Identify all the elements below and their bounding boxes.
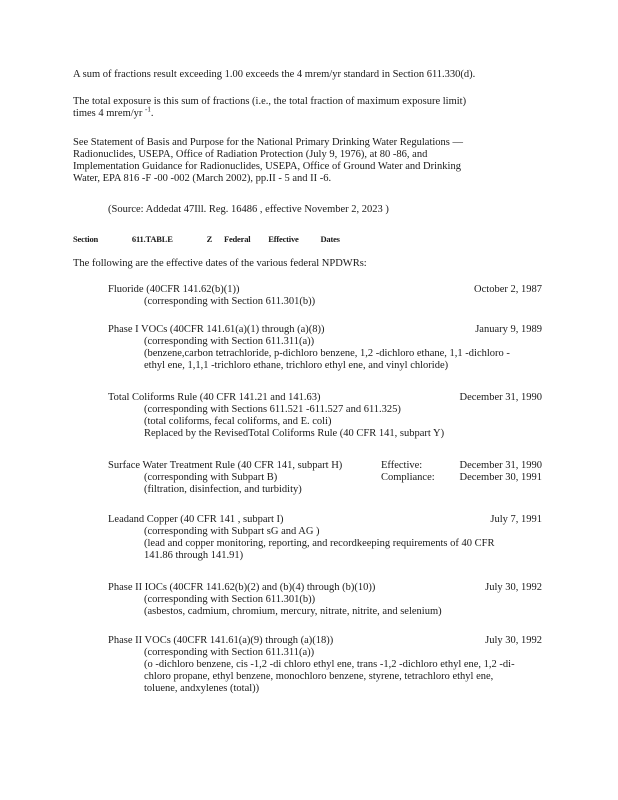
rule-title: Phase I VOCs (40CFR 141.61(a)(1) through (a)(8)) <box>108 324 325 335</box>
rule-date: July 30, 1992 <box>485 635 542 646</box>
rule-entry-phase-1-vocs <box>108 324 542 372</box>
rule-detail-line: (benzene,carbon tetrachloride, p-dichloro benzene, 1,2 -dichloro ethane, 1,1 -dichloro - <box>144 348 510 359</box>
rule-entry-phase-2-iocs <box>108 582 542 618</box>
paragraph-line: The total exposure is this sum of fractions (i.e., the total fraction of maximum exposure limit) <box>73 96 467 107</box>
rule-detail-line: (filtration, disinfection, and turbidity) <box>144 484 302 495</box>
paragraph-line: See Statement of Basis and Purpose for the National Primary Drinking Water Regulations — <box>73 137 464 148</box>
rule-title: Phase II VOCs (40CFR 141.61(a)(9) through (a)(18)) <box>108 635 334 646</box>
rule-detail-line: (corresponding with Subpart sG and AG ) <box>144 526 320 537</box>
paragraph-text: A sum of fractions result exceeding 1.00 exceeds the 4 mrem/yr standard in Section 611.330(d). <box>73 69 476 80</box>
rule-detail-line: (corresponding with Subpart B) <box>144 472 278 483</box>
rule-date: July 7, 1991 <box>490 514 542 525</box>
punctuation: . <box>150 108 154 119</box>
paragraph-line: Water, EPA 816 -F -00 -002 (March 2002), pp.II - 5 and II -6. <box>73 173 332 184</box>
rule-date: December 31, 1990 <box>459 460 542 471</box>
section-number: 611.TABLE <box>131 234 173 244</box>
rule-detail-line: (lead and copper monitoring, reporting, and recordkeeping requirements of 40 CFR <box>144 538 495 549</box>
paragraph-line: Implementation Guidance for Radionuclides, USEPA, Office of Ground Water and Drinking <box>73 161 461 172</box>
rule-detail-line: chloro propane, ethyl benzene, monochloro benzene, styrene, tetrachloro ethyl ene, <box>144 671 494 682</box>
rule-detail-line: (corresponding with Sections 611.521 -611.527 and 611.325) <box>144 404 401 415</box>
rule-title: Fluoride (40CFR 141.62(b)(1)) <box>108 284 240 295</box>
section-letter: Z <box>206 234 213 244</box>
rule-detail-line: (o -dichloro benzene, cis -1,2 -di chloro ethyl ene, trans -1,2 -dichloro ethyl ene, 1,2 -di- <box>144 659 515 670</box>
rule-detail-line: (corresponding with Section 611.301(b)) <box>144 594 316 605</box>
rule-detail-line: Replaced by the RevisedTotal Coliforms Rule (40 CFR 141, subpart Y) <box>144 428 445 439</box>
rule-entry-fluoride <box>108 284 542 308</box>
rule-entry-surface-water-treatment <box>108 460 542 496</box>
rule-detail-line: (corresponding with Section 611.311(a)) <box>144 647 315 658</box>
section-word-federal: Federal <box>223 234 251 244</box>
rule-entry-lead-and-copper <box>108 514 542 562</box>
section-word-dates: Dates <box>320 234 340 244</box>
rule-detail-line: 141.86 through 141.91) <box>144 550 244 561</box>
rule-date: December 31, 1990 <box>459 392 542 403</box>
rule-title: Total Coliforms Rule (40 CFR 141.21 and 141.63) <box>108 392 321 403</box>
section-label: Section <box>73 234 99 244</box>
rule-title: Leadand Copper (40 CFR 141 , subpart I) <box>108 514 284 525</box>
paragraph-statement-of-basis <box>73 137 543 185</box>
rule-date: October 2, 1987 <box>474 284 542 295</box>
rule-title: Phase II IOCs (40CFR 141.62(b)(2) and (b)(4) through (b)(10)) <box>108 582 376 593</box>
section-heading <box>73 233 340 245</box>
paragraph-total-exposure <box>73 96 543 120</box>
section-word-effective: Effective <box>268 234 299 244</box>
rule-date: July 30, 1992 <box>485 582 542 593</box>
rule-detail-line: toluene, andxylenes (total)) <box>144 683 260 694</box>
paragraph-line: times 4 mrem/yr <box>73 108 143 119</box>
rule-entry-total-coliforms <box>108 392 542 440</box>
paragraph-sum-of-fractions <box>73 69 543 81</box>
rule-date: January 9, 1989 <box>475 324 542 335</box>
rule-entry-phase-2-vocs <box>108 635 542 695</box>
paragraph-line: Radionuclides, USEPA, Office of Radiation Protection (July 9, 1976), at 80 -86, and <box>73 149 428 160</box>
rule-detail-line: ethyl ene, 1,1,1 -trichloro ethane, trichloro ethyl ene, and vinyl chloride) <box>144 360 449 371</box>
rule-detail-line: (total coliforms, fecal coliforms, and E. coli) <box>144 416 332 427</box>
rule-detail-line: (corresponding with Section 611.311(a)) <box>144 336 315 347</box>
intro-text: The following are the effective dates of the various federal NPDWRs: <box>73 258 367 269</box>
rule-title: Surface Water Treatment Rule (40 CFR 141, subpart H) <box>108 460 343 471</box>
effective-label: Effective: <box>381 460 423 471</box>
rule-detail-line: (asbestos, cadmium, chromium, mercury, nitrate, nitrite, and selenium) <box>144 606 442 617</box>
source-note: (Source: Addedat 47Ill. Reg. 16486 , effective November 2, 2023 ) <box>108 204 389 215</box>
compliance-date: December 30, 1991 <box>459 472 542 483</box>
compliance-label: Compliance: <box>381 472 435 483</box>
superscript: -1 <box>145 105 151 114</box>
rule-detail-line: (corresponding with Section 611.301(b)) <box>144 296 316 307</box>
